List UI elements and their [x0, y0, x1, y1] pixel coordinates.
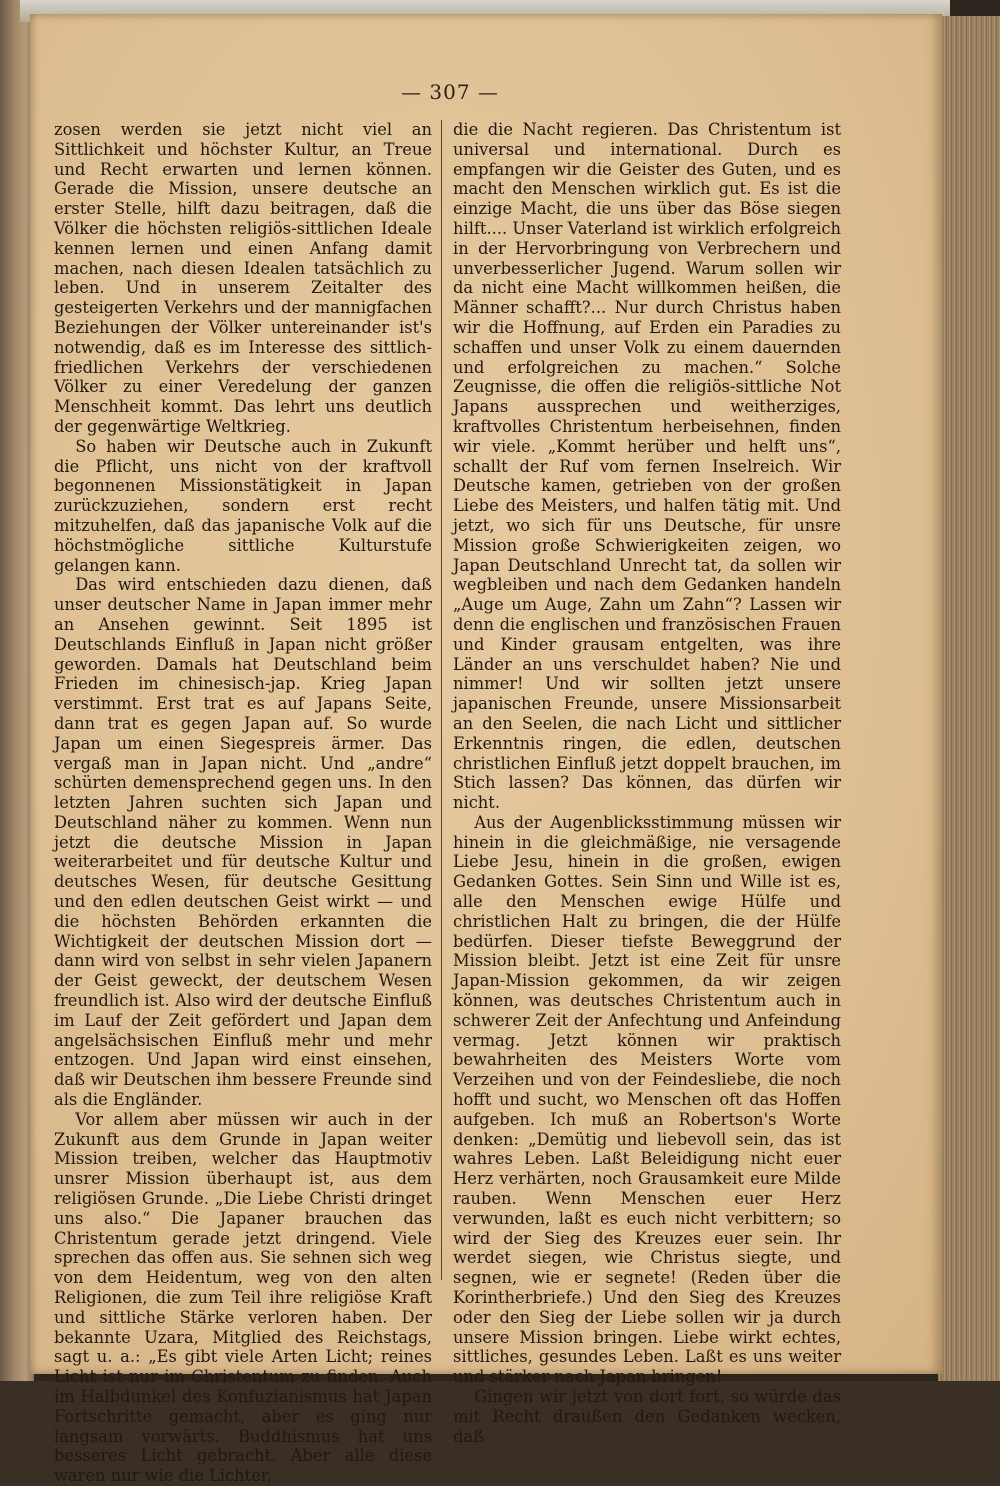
page-stack-edges: [938, 16, 1000, 1381]
page-number: — 307 —: [401, 80, 499, 104]
paragraph: die die Nacht regieren. Das Christentum ist universal und international. Durch es empfangen wir die Geister des Guten, und es macht den Menschen wirklich gut. Es ist die einzige Macht, die uns über das Böse siegen hilft.... Unser Vaterland ist wirklich erfolgreich in der Hervorbringung von Verbrechern und unverbesserlicher Jugend. Warum sollen wir da nicht eine Macht willkommen heißen, die Männer schafft?... Nur durch Christus haben wir die Hoffnung, auf Erden ein Paradies zu schaffen und unser Volk zu einem dauernden und erfolgreichen zu machen.“ Solche Zeugnisse, die offen die religiös-sittliche Not Japans aussprechen und weitherziges, kraftvolles Christentum herbeisehnen, finden wir viele. „Kommt herüber und helft uns“, schallt der Ruf vom fernen Inselreich. Wir Deutsche kamen, getrieben von der großen Liebe des Meisters, und halfen tätig mit. Und jetzt, wo sich für uns Deutsche, für unsre Mission große Schwierigkeiten zeigen, wo Japan Deutschland Unrecht tat, da sollen wir wegbleiben und nach dem Gedanken handeln „Auge um Auge, Zahn um Zahn“? Lassen wir denn die englischen und französischen Frauen und Kinder grausam entgelten, was ihre Länder an uns verschuldet haben? Nie und nimmer! Und wir sollten jetzt unsere japanischen Freunde, unsere Missionsarbeit an den Seelen, die nach Licht und sittlicher Erkenntnis ringen, die edlen, deutschen christlichen Einfluß jetzt doppelt brauchen, im Stich lassen? Das können, das dürfen wir nicht.: [453, 120, 841, 813]
paragraph: Aus der Augenblicksstimmung müssen wir hinein in die gleichmäßige, nie versagende Liebe Jesu, hinein in die großen, ewigen Gedanken Gottes. Sein Sinn und Wille ist es, alle den Menschen ewige Hülfe und christlichen Halt zu bringen, die der Hülfe bedürfen. Dieser tiefste Beweggrund der Mission bleibt. Jetzt ist eine Zeit für unsre Japan-Mission gekommen, da wir zeigen können, was deutsches Christentum auch in schwerer Zeit der Anfechtung und Anfeindung vermag. Jetzt können wir praktisch bewahrheiten des Meisters Worte vom Verzeihen und von der Feindesliebe, die noch hofft und sucht, wo Menschen oft das Hoffen aufgeben. Ich muß an Robertson's Worte denken: „Demütig und liebevoll sein, das ist wahres Leben. Laßt Beleidigung nicht euer Herz verhärten, noch Grausamkeit eure Milde rauben. Wenn Menschen euer Herz verwunden, laßt es euch nicht verbittern; so wird der Sieg des Kreuzes euer sein. Ihr werdet siegen, wie Christus siegte, und segnen, wie er segnete! (Reden über die Korintherbriefe.) Und den Sieg des Kreuzes oder den Sieg der Liebe sollen wir ja durch unsere Mission bringen. Liebe wirkt echtes, sittliches, gesundes Leben. Laßt es uns weiter und stärker nach Japan bringen!: [453, 812, 841, 1387]
left-text-column: [54, 120, 432, 1486]
right-text-column: [453, 120, 841, 1446]
paragraph: Gingen wir jetzt von dort fort, so würde das mit Recht draußen den Gedanken wecken, daß: [453, 1387, 841, 1446]
paragraph: Vor allem aber müssen wir auch in der Zukunft aus dem Grunde in Japan weiter Mission treiben, welcher das Hauptmotiv unsrer Mission überhaupt ist, aus dem religiösen Grunde. „Die Liebe Christi dringet uns also.“ Die Japaner brauchen das Christentum gerade jetzt dringend. Viele sprechen das offen aus. Sie sehnen sich weg von dem Heidentum, weg von den alten Religionen, die zum Teil ihre religiöse Kraft und sittliche Stärke verloren haben. Der bekannte Uzara, Mitglied des Reichstags, sagt u. a.: „Es gibt viele Arten Licht; reines Licht ist nur im Christentum zu finden. Auch im Halbdunkel des Konfuzianismus hat Japan Fortschritte gemacht, aber es ging nur langsam vorwärts. Buddhismus hat uns besseres Licht gebracht. Aber alle diese waren nur wie die Lichter,: [54, 1109, 432, 1486]
previous-page-edge: [0, 0, 34, 1381]
paragraph: So haben wir Deutsche auch in Zukunft die Pflicht, uns nicht von der kraftvoll begonnenen Missionstätigkeit in Japan zurückzuziehen, sondern erst recht mitzuhelfen, daß das japanische Volk auf die höchstmögliche sittliche Kulturstufe gelangen kann.: [54, 436, 432, 575]
paragraph: Das wird entschieden dazu dienen, daß unser deutscher Name in Japan immer mehr an Ansehen gewinnt. Seit 1895 ist Deutschlands Einfluß in Japan nicht größer geworden. Damals hat Deutschland beim Frieden im chinesisch-jap. Krieg Japan verstimmt. Erst trat es auf Japans Seite, dann trat es gegen Japan auf. So wurde Japan um einen Siegespreis ärmer. Das vergaß man in Japan nicht. Und „andre“ schürten demensprechend gegen uns. In den letzten Jahren suchten sich Japan und Deutschland näher zu kommen. Wenn nun jetzt die deutsche Mission in Japan weiterarbeitet und für deutsche Kultur und deutsches Wesen, für deutsche Gesittung und den edlen deutschen Geist wirkt — und die höchsten Behörden erkannten die Wichtigkeit der deutschen Mission dort — dann wird von selbst in sehr vielen Japanern der Geist geweckt, der deutschem Wesen freundlich ist. Also wird der deutsche Einfluß im Lauf der Zeit gefördert und Japan dem angelsächsischen Einfluß mehr und mehr entzogen. Und Japan wird einst einsehen, daß wir Deutschen ihm bessere Freunde sind als die Engländer.: [54, 575, 432, 1110]
paragraph: zosen werden sie jetzt nicht viel an Sittlichkeit und höchster Kultur, an Treue und Recht erwarten und lernen können. Gerade die Mission, unsere deutsche an erster Stelle, hilft dazu beitragen, daß die Völker die höchsten religiös-sittlichen Ideale kennen lernen und einen Anfang damit machen, nach diesen Idealen tatsächlich zu leben. Und in unserem Zeitalter des gesteigerten Verkehrs und der mannigfachen Beziehungen der Völker untereinander ist's notwendig, daß es im Interesse des sittlich-friedlichen Verkehrs der verschiedenen Völker zu einer Veredelung der ganzen Menschheit kommt. Das lehrt uns deutlich der gegenwärtige Weltkrieg.: [54, 120, 432, 436]
column-divider: [441, 120, 442, 1280]
